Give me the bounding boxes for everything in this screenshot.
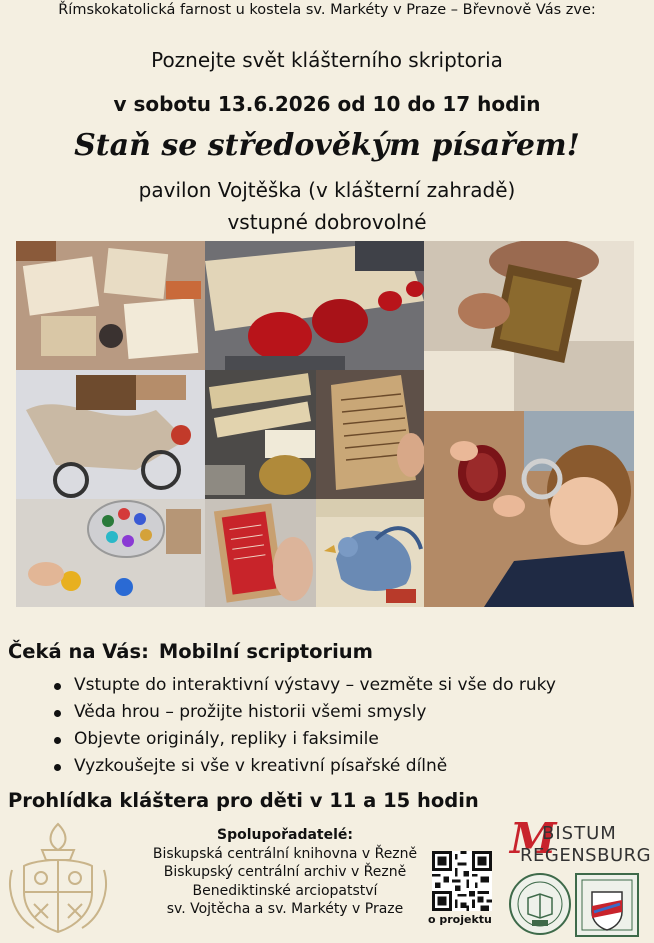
coorganizers-label: Spolupořadatelé: — [216, 827, 354, 843]
seal-stamp-photo — [424, 241, 634, 411]
coorganizer-line: Benediktinské arciopatství — [192, 882, 378, 899]
bistum-m-icon: M — [510, 814, 557, 863]
qr-code-icon[interactable] — [432, 851, 492, 911]
program-heading-title: Mobilní scriptorium — [158, 640, 374, 663]
list-item: Věda hrou – prožijte historii všemi smysly — [50, 699, 556, 726]
coorganizer-line: sv. Vojtěcha a sv. Markéty v Praze — [166, 901, 404, 917]
archive-seal-icon — [574, 872, 640, 938]
wax-seals-charter-photo — [205, 241, 424, 370]
scrolls-seal-photo — [205, 370, 316, 499]
qr-label: o projektu — [428, 913, 492, 926]
entry-fee: vstupné dobrovolné — [227, 210, 427, 234]
coorganizer-line: Biskupský centrální archiv v Řezně — [163, 864, 407, 880]
program-heading-lead: Čeká na Vás: — [8, 640, 149, 663]
wax-tablet-photo — [205, 499, 316, 607]
coorganizer-line: Biskupská centrální knihovna v Řezně — [152, 845, 418, 862]
map-magnifier-photo — [16, 370, 205, 499]
scriptorium-desk-photo — [16, 241, 205, 370]
list-item: Objevte originály, repliky i faksimile — [50, 726, 556, 753]
abbey-crest-icon — [4, 820, 112, 936]
bistum-line2: REGENSBURG — [520, 845, 652, 866]
program-list — [50, 672, 556, 780]
program-heading — [8, 640, 373, 663]
list-item: Vstupte do interaktivní výstavy – vezměte si vše do ruky — [50, 672, 556, 699]
invitation-line: Římskokatolická farnost u kostela sv. Markéty v Praze – Břevnově Vás zve: — [58, 2, 596, 18]
event-venue: pavilon Vojtěška (v klášterní zahradě) — [138, 178, 516, 202]
library-seal-icon — [508, 872, 572, 936]
illumination-paints-photo — [16, 499, 205, 607]
list-item: Vyzkoušejte si vše v kreativní písařské dílně — [50, 753, 556, 780]
child-magnifier-photo — [424, 411, 634, 607]
bistum-line1: BISTUM — [542, 823, 617, 844]
bistum-regensburg-logo — [508, 814, 652, 868]
event-headline: Staň se středověkým písařem! — [74, 128, 580, 163]
event-date: v sobotu 13.6.2026 od 10 do 17 hodin — [113, 92, 541, 116]
event-subtitle: Poznejte svět klášterního skriptoria — [151, 48, 503, 72]
children-tour: Prohlídka kláštera pro děti v 11 a 15 hodin — [8, 789, 479, 812]
coorganizers — [120, 826, 450, 919]
manuscript-eagle-photo — [316, 499, 424, 607]
parchment-hand-photo — [316, 370, 424, 499]
